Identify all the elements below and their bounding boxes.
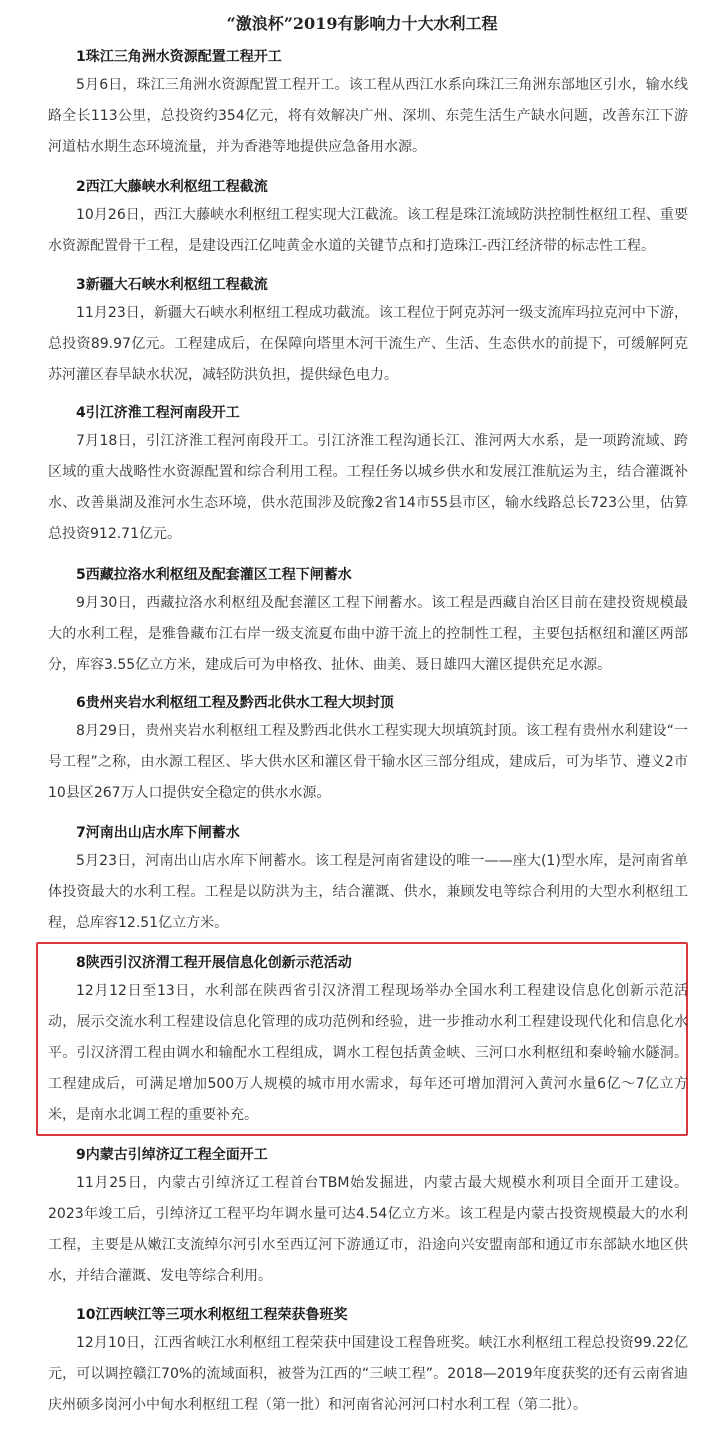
section-4 — [48, 402, 688, 550]
page-title: “激浪杯”2019有影响力十大水利工程 — [226, 14, 498, 33]
section-9 — [48, 1144, 688, 1292]
section-body: 5月6日，珠江三角洲水资源配置工程开工。该工程从西江水系向珠江三角洲东部地区引水，输水线路全长113公里，总投资约354亿元，将有效解决广州、深圳、东莞生活生产缺水问题，改善东江下游河道枯水期生态环境流量，并为香港等地提供应急备用水源。 — [48, 77, 688, 155]
section-2 — [48, 176, 688, 262]
section-10 — [48, 1304, 688, 1421]
section-body: 11月23日，新疆大石峡水利枢纽工程成功截流。该工程位于阿克苏河一级支流库玛拉克河中下游，总投资89.97亿元。工程建成后，在保障向塔里木河干流生产、生活、生态供水的前提下，可缓解阿克苏河灌区春旱缺水状况，减轻防洪负担，提供绿色电力。 — [48, 305, 688, 383]
section-heading: 7河南出山店水库下闸蓄水 — [76, 825, 240, 841]
section-heading: 1珠江三角洲水资源配置工程开工 — [76, 49, 282, 65]
section-body: 10月26日，西江大藤峡水利枢纽工程实现大江截流。该工程是珠江流域防洪控制性枢纽工程、重要水资源配置骨干工程，是建设西江亿吨黄金水道的关键节点和打造珠江-西江经济带的标志性工程。 — [48, 207, 688, 254]
section-3 — [48, 274, 688, 391]
section-5 — [48, 564, 688, 681]
section-heading: 3新疆大石峡水利枢纽工程截流 — [76, 277, 268, 293]
section-8 — [48, 952, 688, 1131]
section-heading: 10江西峡江等三项水利枢纽工程荣获鲁班奖 — [76, 1307, 348, 1323]
section-body: 5月23日，河南出山店水库下闸蓄水。该工程是河南省建设的唯一——座大(1)型水库，是河南省单体投资最大的水利工程。工程是以防洪为主，结合灌溉、供水，兼顾发电等综合利用的大型水利枢纽工程，总库容12.51亿立方米。 — [48, 853, 688, 931]
section-6 — [48, 692, 688, 809]
section-body: 12月10日，江西省峡江水利枢纽工程荣获中国建设工程鲁班奖。峡江水利枢纽工程总投资99.22亿元，可以调控赣江70%的流域面积，被誉为江西的“三峡工程”。2018—2019年度获奖的还有云南省迪庆州硕多岗河小中甸水利枢纽工程（第一批）和河南省沁河河口村水利工程（第二批）。 — [48, 1335, 688, 1413]
section-heading: 9内蒙古引绰济辽工程全面开工 — [76, 1147, 268, 1163]
section-1 — [48, 46, 688, 163]
section-body: 7月18日，引江济淮工程河南段开工。引江济淮工程沟通长江、淮河两大水系，是一项跨流域、跨区域的重大战略性水资源配置和综合利用工程。工程任务以城乡供水和发展江淮航运为主，结合灌溉补水、改善巢湖及淮河水生态环境，供水范围涉及皖豫2省14市55县市区，输水线路总长723公里，估算总投资912.71亿元。 — [48, 433, 688, 542]
section-heading: 4引江济淮工程河南段开工 — [76, 405, 240, 421]
section-heading: 8陕西引汉济渭工程开展信息化创新示范活动 — [76, 955, 352, 971]
section-7 — [48, 822, 688, 939]
section-body: 9月30日，西藏拉洛水利枢纽及配套灌区工程下闸蓄水。该工程是西藏自治区目前在建投资规模最大的水利工程，是雅鲁藏布江右岸一级支流夏布曲中游干流上的控制性工程，主要包括枢纽和灌区两部分，库容3.55亿立方米，建成后可为申格孜、扯休、曲美、聂日雄四大灌区提供充足水源。 — [48, 595, 688, 673]
section-heading: 5西藏拉洛水利枢纽及配套灌区工程下闸蓄水 — [76, 567, 352, 583]
section-body: 11月25日，内蒙古引绰济辽工程首台TBM始发掘进，内蒙古最大规模水利项目全面开工建设。2023年竣工后，引绰济辽工程平均年调水量可达4.54亿立方米。该工程是内蒙古投资规模最大的水利工程，主要是从嫩江支流绰尔河引水至西辽河下游通辽市，沿途向兴安盟南部和通辽市东部缺水地区供水，并结合灌溉、发电等综合利用。 — [48, 1175, 688, 1284]
section-body: 8月29日，贵州夹岩水利枢纽工程及黔西北供水工程实现大坝填筑封顶。该工程有贵州水利建设“一号工程”之称，由水源工程区、毕大供水区和灌区骨干输水区三部分组成，建成后，可为毕节、遵义2市10县区267万人口提供安全稳定的供水水源。 — [48, 723, 688, 801]
section-heading: 2西江大藤峡水利枢纽工程截流 — [76, 179, 268, 195]
section-body: 12月12日至13日，水利部在陕西省引汉济渭工程现场举办全国水利工程建设信息化创新示范活动，展示交流水利工程建设信息化管理的成功范例和经验，进一步推动水利工程建设现代化和信息化水平。引汉济渭工程由调水和输配水工程组成，调水工程包括黄金峡、三河口水利枢纽和秦岭输水隧洞。工程建成后，可满足增加500万人规模的城市用水需求，每年还可增加渭河入黄河水量6亿～7亿立方米，是南水北调工程的重要补充。 — [48, 983, 688, 1123]
section-heading: 6贵州夹岩水利枢纽工程及黔西北供水工程大坝封顶 — [76, 695, 394, 711]
